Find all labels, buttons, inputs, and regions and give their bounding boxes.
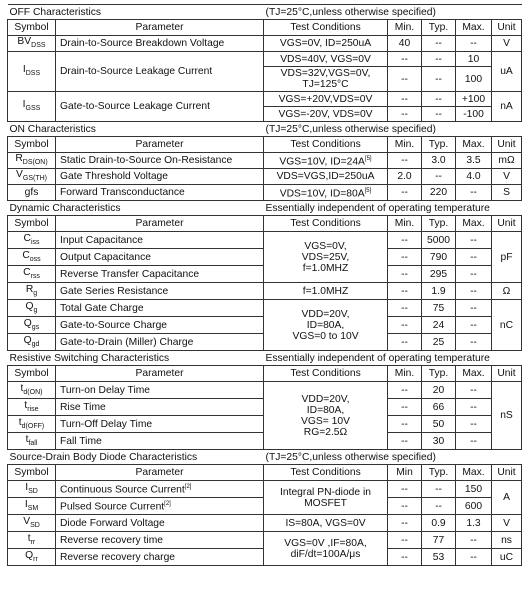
unit-cell: V: [492, 36, 522, 52]
min-cell: --: [388, 92, 422, 107]
min-cell: --: [388, 317, 422, 334]
typ-cell: --: [422, 498, 456, 515]
condition-cell: VGS=+20V,VDS=0V: [264, 92, 388, 107]
parameter-cell: Rise Time: [56, 399, 264, 416]
typ-cell: 77: [422, 532, 456, 549]
symbol-cell: $I_{GSS}$: [8, 92, 56, 122]
col-symbol: Symbol: [8, 465, 56, 481]
col-unit: Unit: [492, 366, 522, 382]
col-test-conditions: Test Conditions: [264, 366, 388, 382]
col-unit: Unit: [492, 465, 522, 481]
typ-cell: 66: [422, 399, 456, 416]
condition-cell: IS=80A, VGS=0V: [264, 515, 388, 532]
unit-cell: uA: [492, 52, 522, 92]
section-switching-header: [8, 351, 522, 366]
col-typ: Typ.: [422, 216, 456, 232]
section-note: Essentially independent of operating temperature: [264, 201, 522, 216]
parameter-cell: Reverse Transfer Capacitance: [56, 266, 264, 283]
typ-cell: 25: [422, 334, 456, 351]
symbol-cell: $BV_{DSS}$: [8, 36, 56, 52]
section-note: (TJ=25°C,unless otherwise specified): [264, 5, 522, 20]
column-header-row: [8, 366, 522, 382]
col-min: Min.: [388, 366, 422, 382]
symbol-cell: $t_{rr}$: [8, 532, 56, 549]
section-title: ON Characteristics: [8, 122, 264, 137]
max-cell: 4.0: [456, 169, 492, 185]
column-header-row: [8, 20, 522, 36]
max-cell: --: [456, 433, 492, 450]
section-note: (TJ=25°C,unless otherwise specified): [264, 450, 522, 465]
table-row: [8, 52, 522, 67]
min-cell: --: [388, 232, 422, 249]
min-cell: --: [388, 52, 422, 67]
col-test-conditions: Test Conditions: [264, 216, 388, 232]
condition-cell: Integral PN-diode in MOSFET: [264, 481, 388, 515]
symbol-cell: $C_{iss}$: [8, 232, 56, 249]
max-cell: --: [456, 36, 492, 52]
section-note: (TJ=25°C,unless otherwise specified): [264, 122, 522, 137]
col-parameter: Parameter: [56, 137, 264, 153]
col-unit: Unit: [492, 216, 522, 232]
max-cell: --: [456, 334, 492, 351]
typ-cell: 295: [422, 266, 456, 283]
table-row: [8, 92, 522, 107]
typ-cell: --: [422, 67, 456, 92]
table-row: [8, 515, 522, 532]
unit-cell: nC: [492, 300, 522, 351]
table-row: [8, 283, 522, 300]
column-header-row: [8, 465, 522, 481]
symbol-cell: gfs: [8, 185, 56, 201]
max-cell: --: [456, 185, 492, 201]
min-cell: --: [388, 399, 422, 416]
section-title: OFF Characteristics: [8, 5, 264, 20]
condition-cell: VGS=10V, ID=24A[5]: [264, 153, 388, 169]
parameter-cell: Input Capacitance: [56, 232, 264, 249]
parameter-cell: Continuous Source Current[2]: [56, 481, 264, 498]
symbol-cell: $Q_{gd}$: [8, 334, 56, 351]
section-note: Essentially independent of operating temperature: [264, 351, 522, 366]
max-cell: --: [456, 249, 492, 266]
unit-cell: A: [492, 481, 522, 515]
typ-cell: 50: [422, 416, 456, 433]
unit-cell: V: [492, 169, 522, 185]
symbol-cell: $t_{d(ON)}$: [8, 382, 56, 399]
parameter-cell: Static Drain-to-Source On-Resistance: [56, 153, 264, 169]
max-cell: 1.3: [456, 515, 492, 532]
table-row: [8, 36, 522, 52]
max-cell: 100: [456, 67, 492, 92]
unit-cell: nS: [492, 382, 522, 450]
parameter-cell: Turn-Off Delay Time: [56, 416, 264, 433]
max-cell: --: [456, 532, 492, 549]
symbol-cell: $Q_g$: [8, 300, 56, 317]
table-row: [8, 300, 522, 317]
typ-cell: 790: [422, 249, 456, 266]
unit-cell: pF: [492, 232, 522, 283]
parameter-cell: Drain-to-Source Leakage Current: [56, 52, 264, 92]
parameter-cell: Gate-to-Drain (Miller) Charge: [56, 334, 264, 351]
typ-cell: 53: [422, 549, 456, 566]
condition-cell: VGS=0V, VDS=25V, f=1.0MHZ: [264, 232, 388, 283]
section-dynamic-header: [8, 201, 522, 216]
parameter-cell: Pulsed Source Current[2]: [56, 498, 264, 515]
condition-cell: VGS=0V ,IF=80A, diF/dt=100A/μs: [264, 532, 388, 566]
max-cell: --: [456, 382, 492, 399]
section-title: Dynamic Characteristics: [8, 201, 264, 216]
condition-cell: VGS=-20V, VDS=0V: [264, 107, 388, 122]
column-header-row: [8, 137, 522, 153]
parameter-cell: Gate-to-Source Leakage Current: [56, 92, 264, 122]
min-cell: --: [388, 334, 422, 351]
max-cell: 150: [456, 481, 492, 498]
condition-cell: VDS=40V, VGS=0V: [264, 52, 388, 67]
table-row: [8, 169, 522, 185]
col-parameter: Parameter: [56, 20, 264, 36]
parameter-cell: Output Capacitance: [56, 249, 264, 266]
max-cell: --: [456, 317, 492, 334]
min-cell: --: [388, 498, 422, 515]
section-title: Source-Drain Body Diode Characteristics: [8, 450, 264, 465]
symbol-cell: $Q_{gs}$: [8, 317, 56, 334]
min-cell: 2.0: [388, 169, 422, 185]
section-on-header: [8, 122, 522, 137]
unit-cell: ns: [492, 532, 522, 549]
characteristics-table: [7, 4, 522, 566]
symbol-cell: $R_{DS(ON)}$: [8, 153, 56, 169]
symbol-cell: $t_{d(OFF)}$: [8, 416, 56, 433]
max-cell: --: [456, 266, 492, 283]
col-parameter: Parameter: [56, 216, 264, 232]
col-parameter: Parameter: [56, 366, 264, 382]
typ-cell: 5000: [422, 232, 456, 249]
parameter-cell: Reverse recovery charge: [56, 549, 264, 566]
min-cell: --: [388, 249, 422, 266]
typ-cell: --: [422, 169, 456, 185]
symbol-cell: $C_{rss}$: [8, 266, 56, 283]
min-cell: --: [388, 515, 422, 532]
symbol-cell: $I_{DSS}$: [8, 52, 56, 92]
symbol-cell: $t_{fall}$: [8, 433, 56, 450]
condition-cell: VDS=VGS,ID=250uA: [264, 169, 388, 185]
condition-cell: VDD=20V, ID=80A, VGS= 10V RG=2.5Ω: [264, 382, 388, 450]
typ-cell: --: [422, 36, 456, 52]
unit-cell: V: [492, 515, 522, 532]
col-typ: Typ.: [422, 20, 456, 36]
typ-cell: --: [422, 92, 456, 107]
symbol-cell: $I_{SM}$: [8, 498, 56, 515]
col-test-conditions: Test Conditions: [264, 465, 388, 481]
col-unit: Unit: [492, 20, 522, 36]
col-max: Max.: [456, 137, 492, 153]
col-max: Max.: [456, 465, 492, 481]
table-row: [8, 532, 522, 549]
typ-cell: --: [422, 481, 456, 498]
parameter-cell: Drain-to-Source Breakdown Voltage: [56, 36, 264, 52]
typ-cell: 3.0: [422, 153, 456, 169]
col-typ: Typ.: [422, 366, 456, 382]
min-cell: --: [388, 283, 422, 300]
min-cell: --: [388, 153, 422, 169]
col-symbol: Symbol: [8, 216, 56, 232]
typ-cell: 220: [422, 185, 456, 201]
typ-cell: 30: [422, 433, 456, 450]
table-row: [8, 185, 522, 201]
max-cell: 3.5: [456, 153, 492, 169]
col-max: Max.: [456, 366, 492, 382]
unit-cell: uC: [492, 549, 522, 566]
max-cell: --: [456, 300, 492, 317]
col-symbol: Symbol: [8, 137, 56, 153]
condition-cell: VGS=0V, ID=250uA: [264, 36, 388, 52]
col-symbol: Symbol: [8, 20, 56, 36]
unit-cell: S: [492, 185, 522, 201]
col-min: Min.: [388, 216, 422, 232]
typ-cell: 75: [422, 300, 456, 317]
typ-cell: 0.9: [422, 515, 456, 532]
unit-cell: nA: [492, 92, 522, 122]
col-min: Min.: [388, 137, 422, 153]
table-row: [8, 232, 522, 249]
symbol-cell: $t_{rise}$: [8, 399, 56, 416]
column-header-row: [8, 216, 522, 232]
max-cell: --: [456, 399, 492, 416]
min-cell: --: [388, 416, 422, 433]
col-test-conditions: Test Conditions: [264, 20, 388, 36]
min-cell: --: [388, 382, 422, 399]
max-cell: --: [456, 283, 492, 300]
typ-cell: 24: [422, 317, 456, 334]
electrical-characteristics-sheet: [7, 4, 521, 566]
symbol-cell: $V_{SD}$: [8, 515, 56, 532]
unit-cell: mΩ: [492, 153, 522, 169]
parameter-cell: Total Gate Charge: [56, 300, 264, 317]
parameter-cell: Gate Series Resistance: [56, 283, 264, 300]
symbol-cell: $C_{oss}$: [8, 249, 56, 266]
parameter-cell: Turn-on Delay Time: [56, 382, 264, 399]
parameter-cell: Gate-to-Source Charge: [56, 317, 264, 334]
col-test-conditions: Test Conditions: [264, 137, 388, 153]
col-parameter: Parameter: [56, 465, 264, 481]
col-symbol: Symbol: [8, 366, 56, 382]
min-cell: --: [388, 433, 422, 450]
col-typ: Typ.: [422, 465, 456, 481]
col-min: Min.: [388, 20, 422, 36]
min-cell: --: [388, 532, 422, 549]
table-row: [8, 481, 522, 498]
min-cell: --: [388, 481, 422, 498]
condition-cell: VDD=20V, ID=80A, VGS=0 to 10V: [264, 300, 388, 351]
condition-cell: VDS=32V,VGS=0V, TJ=125°C: [264, 67, 388, 92]
col-min: Min: [388, 465, 422, 481]
min-cell: --: [388, 549, 422, 566]
col-unit: Unit: [492, 137, 522, 153]
max-cell: 600: [456, 498, 492, 515]
max-cell: --: [456, 232, 492, 249]
symbol-cell: $V_{GS(TH)}$: [8, 169, 56, 185]
section-diode-header: [8, 450, 522, 465]
max-cell: --: [456, 416, 492, 433]
parameter-cell: Forward Transconductance: [56, 185, 264, 201]
col-max: Max.: [456, 20, 492, 36]
min-cell: --: [388, 107, 422, 122]
condition-cell: f=1.0MHZ: [264, 283, 388, 300]
parameter-cell: Reverse recovery time: [56, 532, 264, 549]
typ-cell: --: [422, 52, 456, 67]
max-cell: --: [456, 549, 492, 566]
table-row: [8, 382, 522, 399]
min-cell: --: [388, 266, 422, 283]
section-off-header: [8, 5, 522, 20]
col-typ: Typ.: [422, 137, 456, 153]
parameter-cell: Fall Time: [56, 433, 264, 450]
table-row: [8, 153, 522, 169]
min-cell: --: [388, 185, 422, 201]
min-cell: --: [388, 300, 422, 317]
parameter-cell: Diode Forward Voltage: [56, 515, 264, 532]
max-cell: +100: [456, 92, 492, 107]
col-max: Max.: [456, 216, 492, 232]
unit-cell: Ω: [492, 283, 522, 300]
symbol-cell: $Q_{rr}$: [8, 549, 56, 566]
typ-cell: 20: [422, 382, 456, 399]
max-cell: 10: [456, 52, 492, 67]
max-cell: -100: [456, 107, 492, 122]
min-cell: --: [388, 67, 422, 92]
min-cell: 40: [388, 36, 422, 52]
typ-cell: 1.9: [422, 283, 456, 300]
section-title: Resistive Switching Characteristics: [8, 351, 264, 366]
condition-cell: VDS=10V, ID=80A[5]: [264, 185, 388, 201]
typ-cell: --: [422, 107, 456, 122]
symbol-cell: $I_{SD}$: [8, 481, 56, 498]
parameter-cell: Gate Threshold Voltage: [56, 169, 264, 185]
symbol-cell: $R_g$: [8, 283, 56, 300]
